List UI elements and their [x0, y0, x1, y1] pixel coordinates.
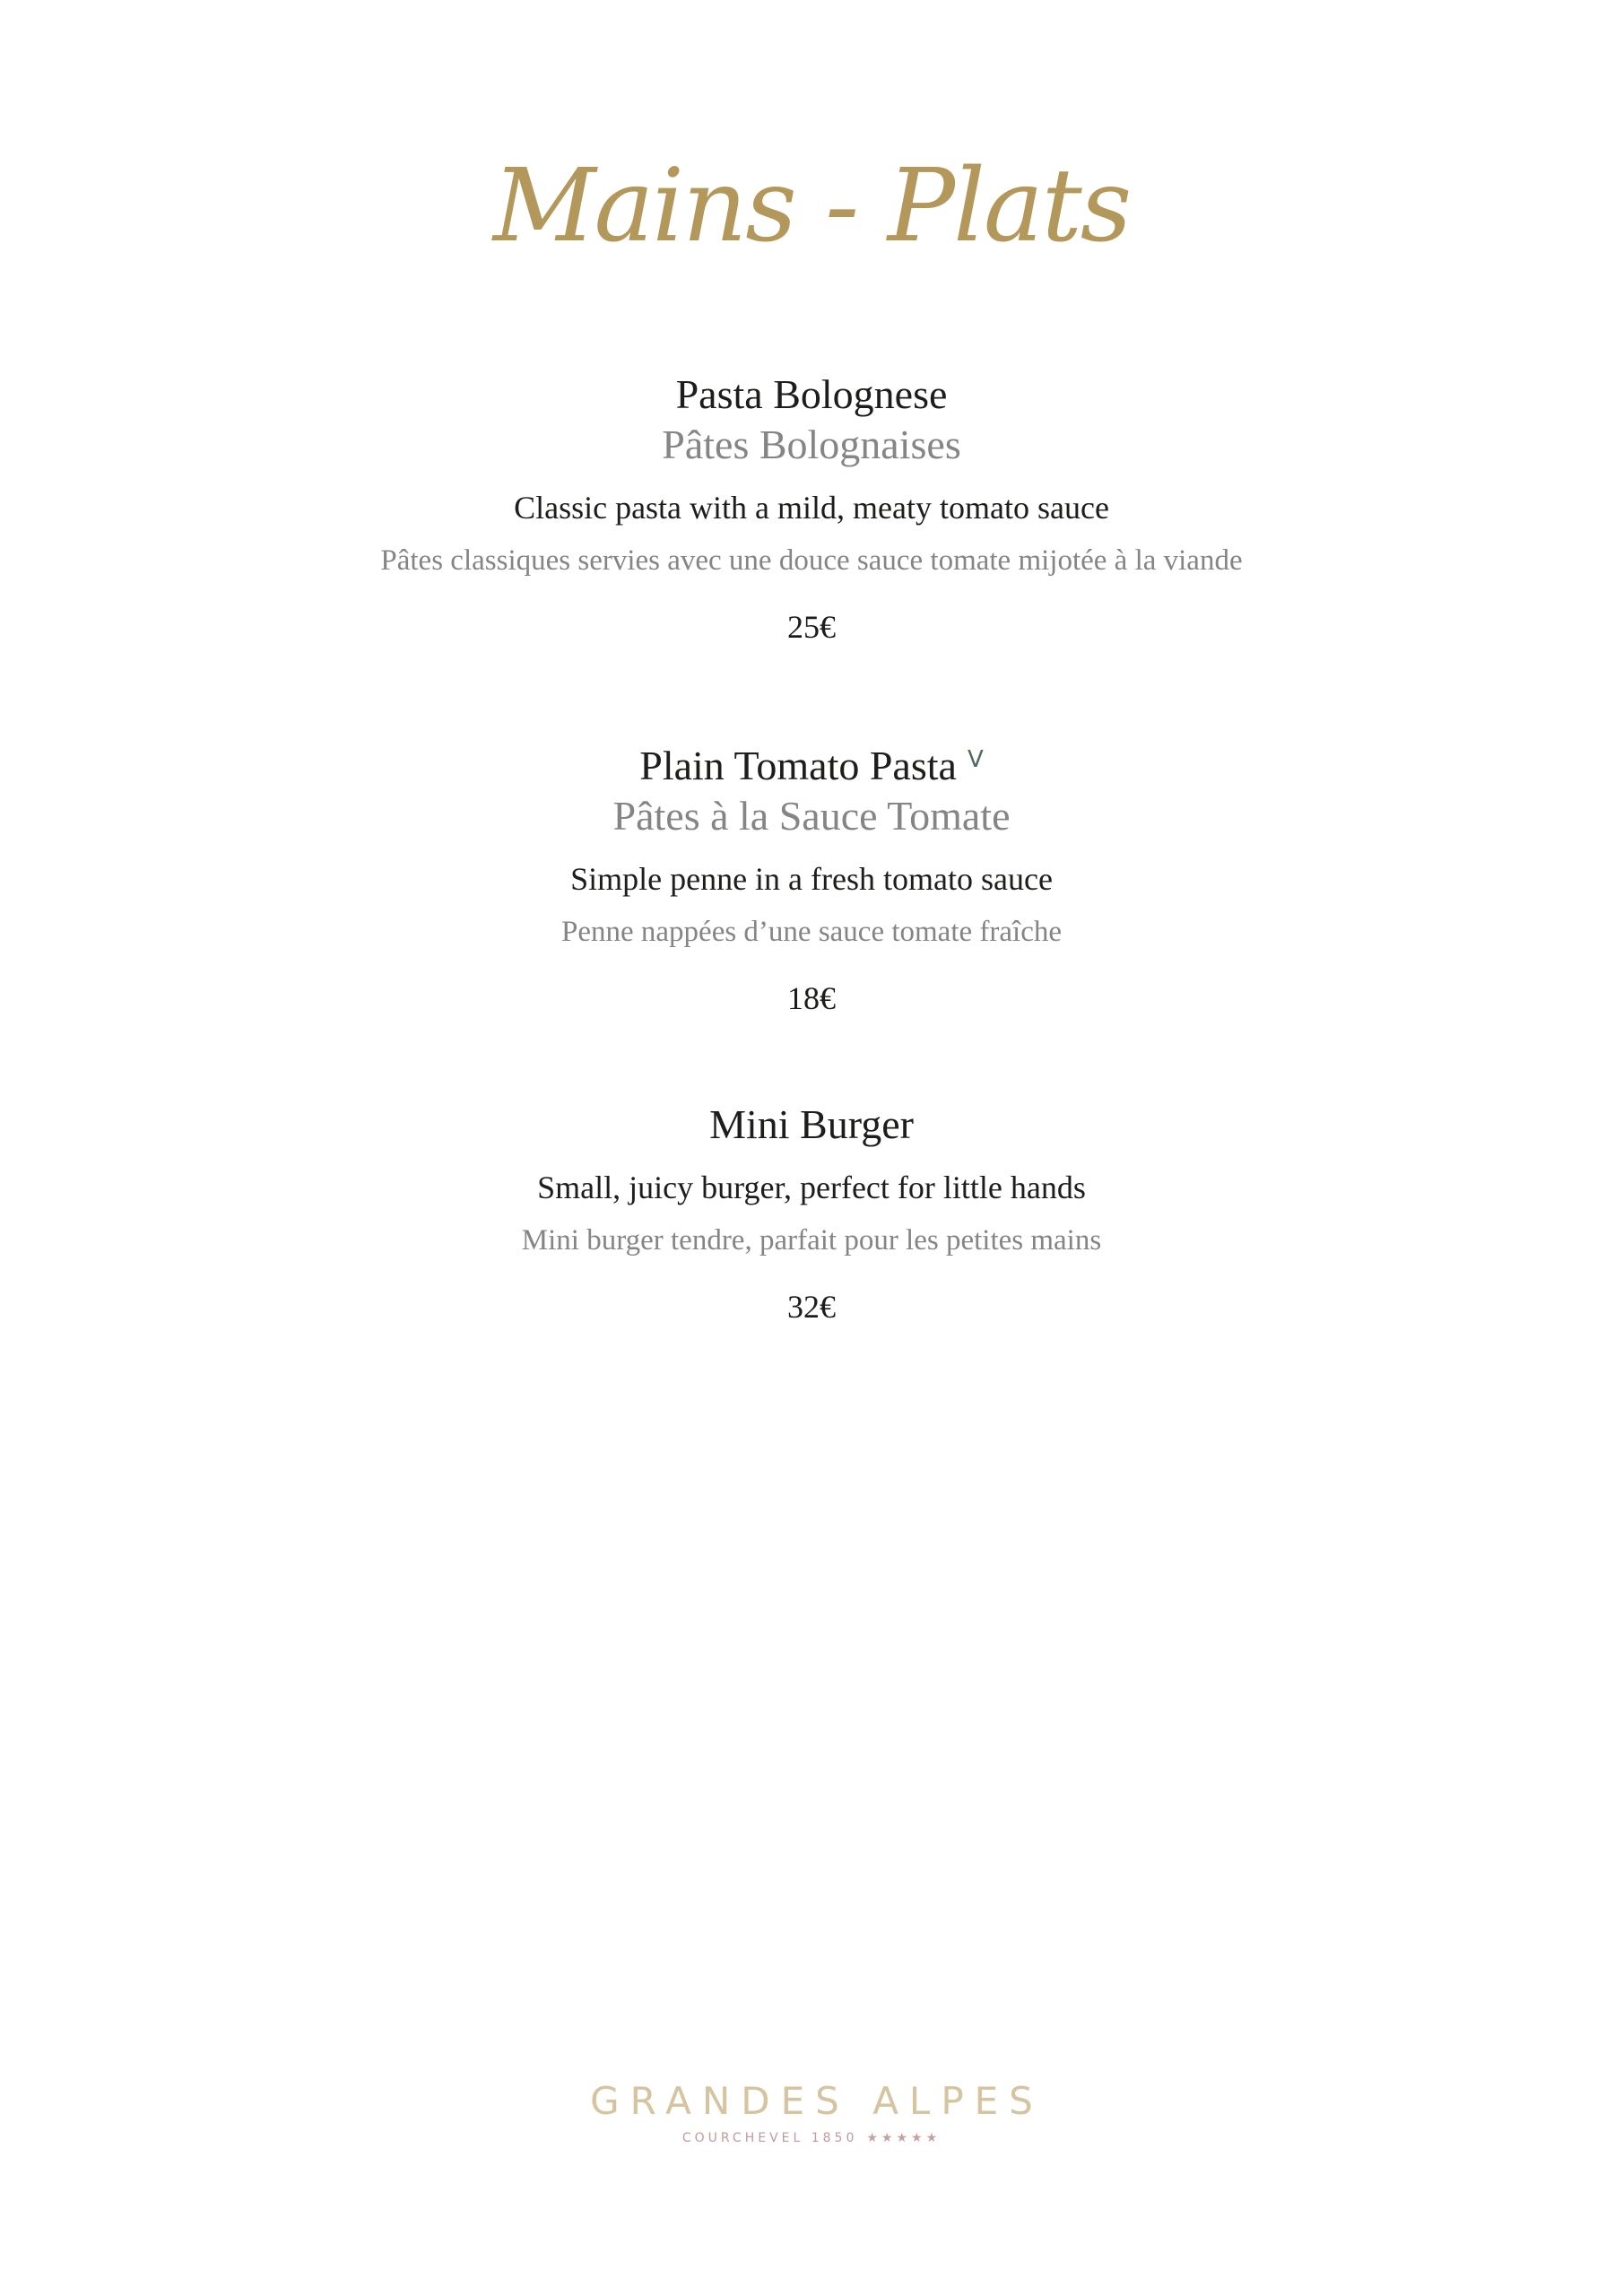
item-name-en-row — [0, 735, 1623, 791]
logo-subtitle-row — [0, 2129, 1623, 2147]
star-rating-icon: ★★★★★ — [866, 2131, 942, 2145]
item-price: 32€ — [787, 1289, 836, 1325]
item-price: 18€ — [787, 980, 836, 1016]
logo-name: GRANDES ALPES — [590, 2079, 1044, 2123]
hotel-logo — [0, 2079, 1623, 2147]
item-name-fr: Pâtes à la Sauce Tomate — [612, 793, 1011, 839]
vegetarian-icon: V — [967, 746, 984, 773]
item-name-en: Plain Tomato Pasta — [639, 743, 957, 788]
menu-item-mini-burger — [0, 1100, 1623, 1326]
page-title: Mains - Plats — [492, 148, 1131, 265]
item-description-en: Classic pasta with a mild, meaty tomato sauce — [514, 490, 1109, 526]
item-description-en: Simple penne in a fresh tomato sauce — [570, 861, 1053, 897]
item-name-en: Mini Burger — [709, 1101, 914, 1147]
logo-subtitle: COURCHEVEL 1850 — [681, 2131, 858, 2145]
item-description-fr: Pâtes classiques servies avec une douce sauce tomate mijotée à la viande — [380, 544, 1243, 577]
menu-item-plain-tomato-pasta — [0, 735, 1623, 1018]
item-description-en: Small, juicy burger, perfect for little hands — [537, 1170, 1086, 1205]
menu-item-pasta-bolognese — [0, 370, 1623, 647]
item-price: 25€ — [787, 609, 836, 645]
item-description-fr: Penne nappées d’une sauce tomate fraîche — [561, 916, 1062, 948]
item-description-fr: Mini burger tendre, parfait pour les petites mains — [521, 1224, 1102, 1257]
item-name-fr: Pâtes Bolognaises — [662, 422, 961, 467]
item-name-en: Pasta Bolognese — [675, 371, 948, 417]
